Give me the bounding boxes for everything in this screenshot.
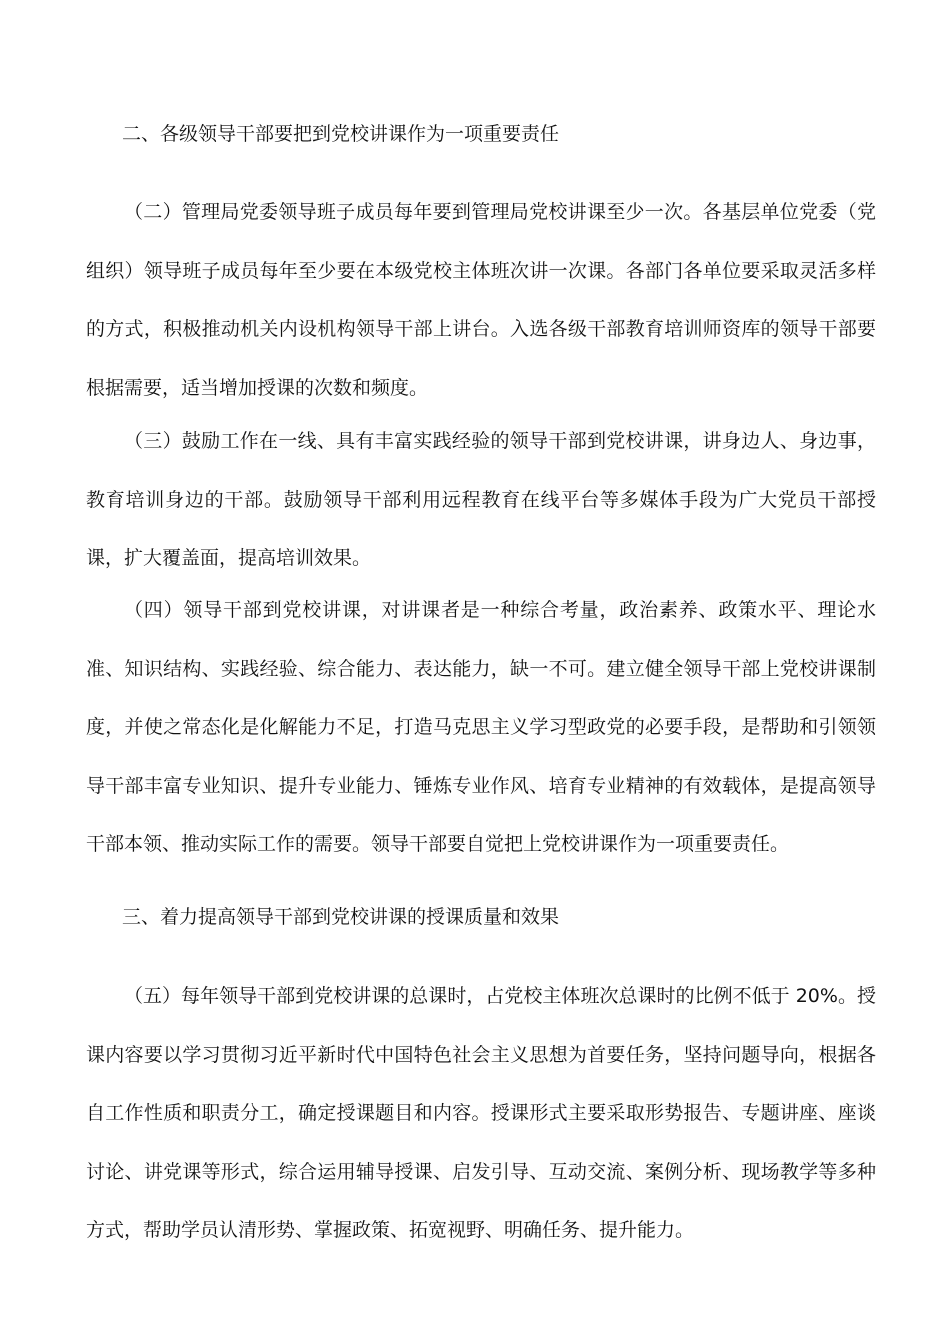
paragraph-3: （三）鼓励工作在一线、具有丰富实践经验的领导干部到党校讲课，讲身边人、身边事，教育培训身边的干部。鼓励领导干部利用远程教育在线平台等多媒体手段为广大党员干部授课，扩大覆盖面，提高培训效果。: [86, 430, 876, 569]
paragraph-2: （二）管理局党委领导班子成员每年要到管理局党校讲课至少一次。各基层单位党委（党组织）领导班子成员每年至少要在本级党校主体班次讲一次课。各部门各单位要采取灵活多样的方式，积极推动机关内设机构领导干部上讲台。入选各级干部教育培训师资库的领导干部要根据需要，适当增加授课的次数和频度。: [86, 201, 876, 399]
paragraph-5: （五）每年领导干部到党校讲课的总课时，占党校主体班次总课时的比例不低于 20%。授课内容要以学习贯彻习近平新时代中国特色社会主义思想为首要任务，坚持问题导向，根据各自工作性质和职责分工，确定授课题目和内容。授课形式主要采取形势报告、专题讲座、座谈讨论、讲党课等形式，综合运用辅导授课、启发引导、互动交流、案例分析、现场教学等多种方式，帮助学员认清形势、掌握政策、拓宽视野、明确任务、提升能力。: [86, 985, 876, 1241]
section-heading-3: 三、着力提高领导干部到党校讲课的授课质量和效果: [122, 906, 560, 928]
paragraph-4: （四）领导干部到党校讲课，对讲课者是一种综合考量，政治素养、政策水平、理论水准、知识结构、实践经验、综合能力、表达能力，缺一不可。建立健全领导干部上党校讲课制度，并使之常态化是化解能力不足，打造马克思主义学习型政党的必要手段，是帮助和引领领导干部丰富专业知识、提升专业能力、锤炼专业作风、培育专业精神的有效载体，是提高领导干部本领、推动实际工作的需要。领导干部要自觉把上党校讲课作为一项重要责任。: [86, 599, 876, 855]
section-heading-2: 二、各级领导干部要把到党校讲课作为一项重要责任: [122, 123, 560, 145]
